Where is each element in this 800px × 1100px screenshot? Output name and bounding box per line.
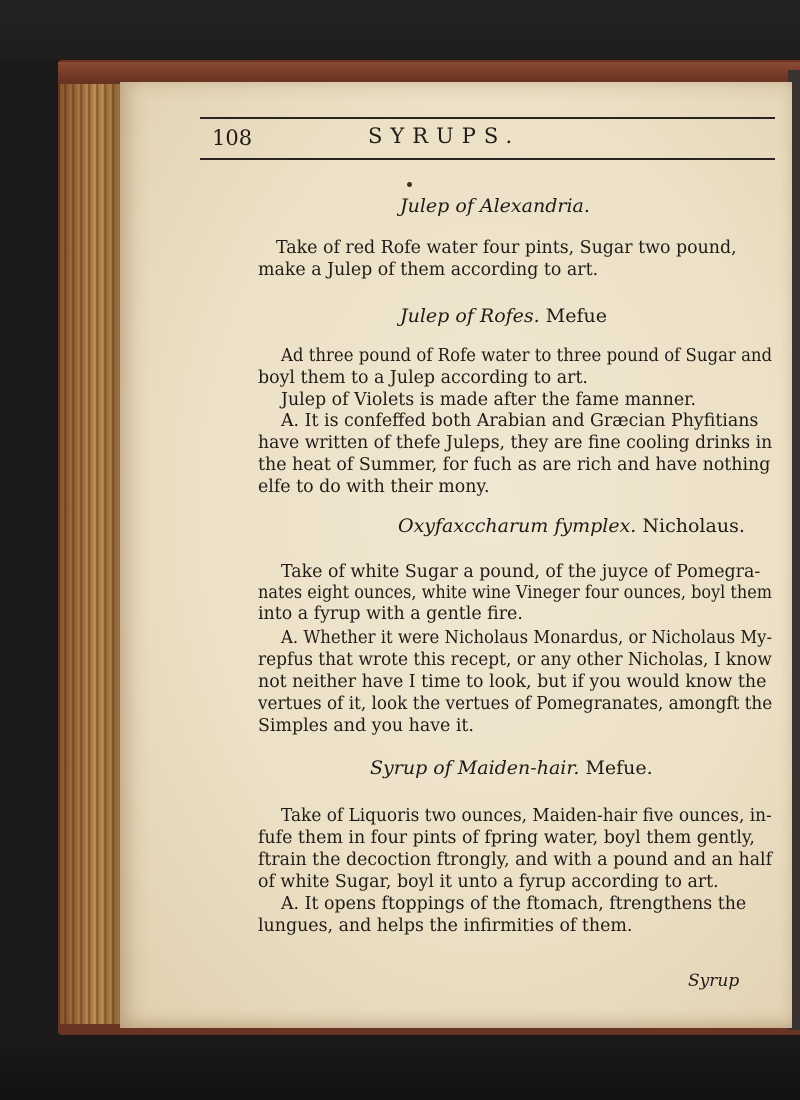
text-line: Take of Liquoris two ounces, Maiden-hair five ounces, in- [281, 806, 772, 826]
page-number: 108 [212, 126, 253, 150]
book-cover-edge [58, 62, 800, 80]
text-line: A. It opens ftoppings of the ftomach, ftrengthens the [281, 894, 747, 914]
section-heading-julep-roses: Julep of Rofes. Mefue [400, 305, 607, 327]
text-line: have written of thefe Juleps, they are fine cooling drinks in [258, 433, 773, 453]
section-heading-julep-alexandria: Julep of Alexandria. [400, 195, 590, 217]
text-line: elfe to do with their mony. [258, 477, 490, 497]
text-line: repfus that wrote this recept, or any other Nicholas, I know [258, 650, 772, 670]
text-line: Ad three pound of Rofe water to three pound of Sugar and [281, 346, 773, 366]
text-line: Julep of Violets is made after the fame manner. [281, 390, 697, 410]
text-line: boyl them to a Julep according to art. [258, 368, 588, 388]
text-line: ftrain the decoction ftrongly, and with a pound and an half [258, 850, 772, 870]
page-fore-edge-shade [60, 84, 122, 1024]
text-line: lungues, and helps the infirmities of them. [258, 916, 633, 936]
text-line: into a fyrup with a gentle fire. [258, 604, 523, 624]
text-line: fufe them in four pints of fpring water, boyl them gently, [258, 828, 755, 848]
running-title: SYRUPS. [368, 124, 521, 148]
text-line: Simples and you have it. [258, 716, 474, 736]
section-heading-maiden-hair: Syrup of Maiden-hair. Mefue. [370, 757, 653, 779]
text-line: A. It is confeffed both Arabian and Græcian Phyfitians [281, 411, 759, 431]
text-line: A. Whether it were Nicholaus Monardus, or Nicholaus My- [281, 628, 773, 648]
scan-background-top [0, 0, 800, 60]
text-line: nates eight ounces, white wine Vineger four ounces, boyl them [258, 583, 773, 603]
catchword: Syrup [688, 971, 740, 991]
text-line: vertues of it, look the vertues of Pomegranates, amongft the [258, 694, 773, 714]
header-rule-bottom [200, 158, 775, 160]
scan-background-bottom [0, 1030, 800, 1100]
text-line: Take of white Sugar a pound, of the juyce of Pomegra- [281, 562, 761, 582]
text-line: make a Julep of them according to art. [258, 260, 599, 280]
header-rule-top [200, 117, 775, 119]
ornament-dot [407, 182, 412, 187]
text-line: the heat of Summer, for fuch as are rich and have nothing [258, 455, 771, 475]
text-line: of white Sugar, boyl it unto a fyrup according to art. [258, 872, 719, 892]
text-line: Take of red Rofe water four pints, Sugar two pound, [276, 238, 737, 258]
text-line: not neither have I time to look, but if you would know the [258, 672, 767, 692]
section-heading-oxysaccharum: Oxyfaxccharum fymplex. Nicholaus. [398, 515, 745, 537]
